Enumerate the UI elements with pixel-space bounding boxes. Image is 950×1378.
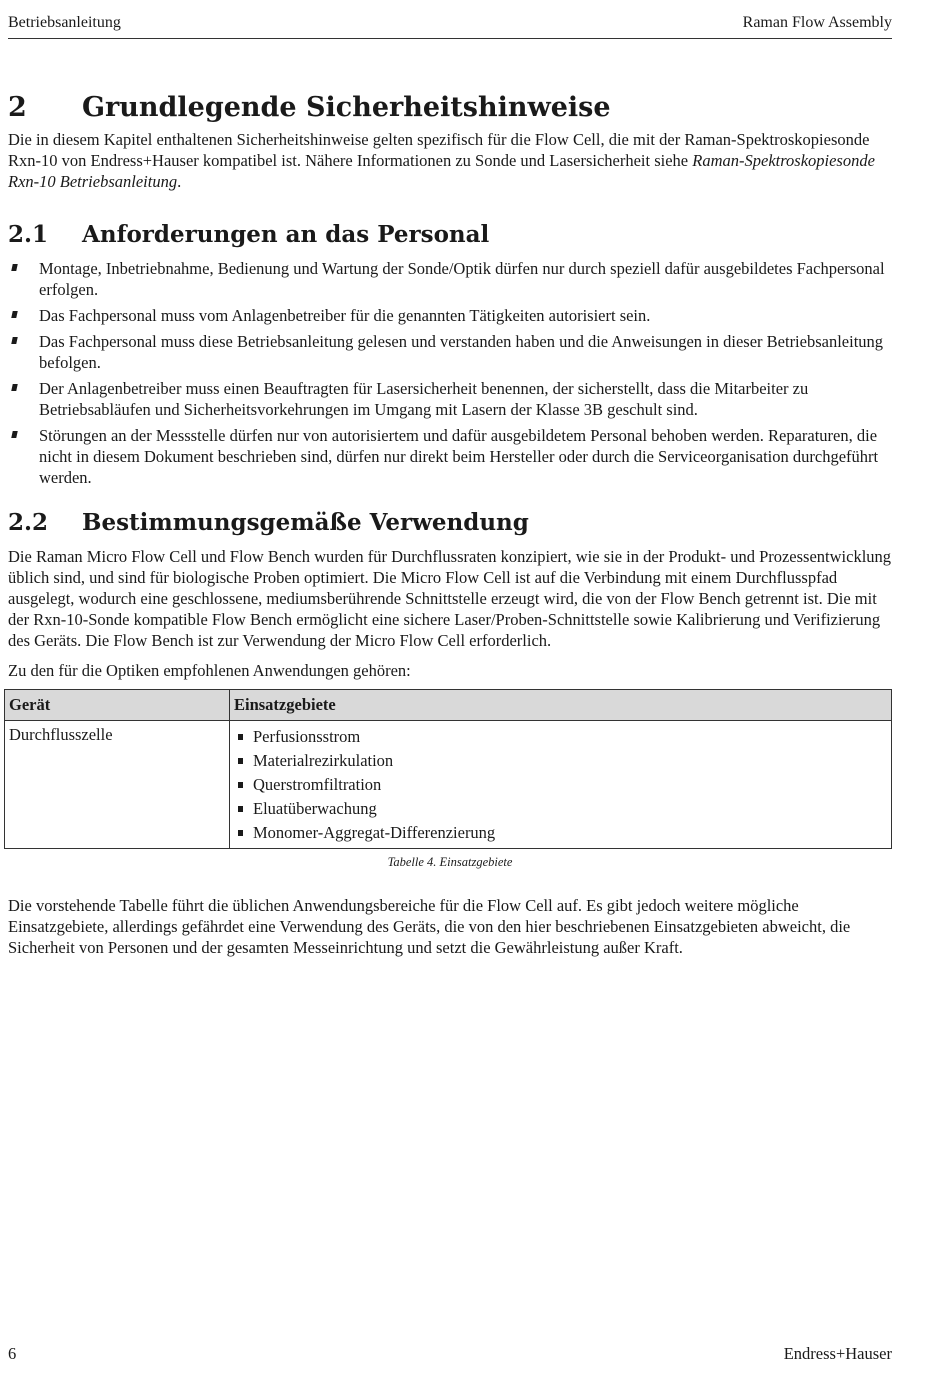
header-doc-type: Betriebsanleitung	[8, 14, 121, 31]
list-item-text: Eluatüberwachung	[253, 799, 377, 818]
list-item	[234, 821, 887, 845]
section-2-heading	[8, 90, 892, 126]
table-header-row	[5, 690, 892, 721]
list-item	[8, 425, 892, 488]
section-2-intro-reference: Raman-Spektroskopiesonde Rxn-10 Betriebsanleitung	[8, 151, 875, 191]
table-cell-applications	[230, 721, 892, 849]
page-header	[8, 14, 892, 39]
bullet-square-icon	[238, 782, 243, 788]
section-2-1-title: Anforderungen an das Personal	[82, 221, 490, 248]
bullet-square-icon	[11, 337, 17, 344]
section-2-intro-text: Die in diesem Kapitel enthaltenen Sicherheitshinweise gelten spezifisch für die Flow Cell, die mit der Raman-Spektroskopiesonde Rxn-10 von Endress+Hauser kompatibel ist. Nähere Informationen zu Sonde und Lasersicherheit siehe	[8, 130, 870, 170]
list-item-text: Perfusionsstrom	[253, 727, 361, 746]
list-item	[8, 331, 892, 373]
page-content	[8, 90, 892, 958]
list-item-text: Querstromfiltration	[253, 775, 382, 794]
bullet-square-icon	[238, 758, 243, 764]
list-item-text: Montage, Inbetriebnahme, Bedienung und Wartung der Sonde/Optik dürfen nur durch speziell dafür ausgebildetes Fachpersonal erfolgen.	[39, 259, 885, 299]
intended-use-paragraph: Die Raman Micro Flow Cell und Flow Bench wurden für Durchflussraten konzipiert, wie sie in der Produkt- und Prozessentwicklung üblich sind, und sind für biologische Proben optimiert. Die Micro Flow Cell ist auf die Verbindung mit einem Durchflusspfad ausgelegt, wodurch eine geschlossene, mediumsberührende Schnittstelle erzeugt wird, die von der Flow Bench getrennt ist. Die mit der Rxn-10-Sonde kompatible Flow Bench ermöglicht eine sichere Laser/Proben-Schnittstelle sowie Kalibrierung und Verifizierung des Geräts. Die Flow Bench ist zur Verwendung der Micro Flow Cell erforderlich.	[8, 547, 892, 650]
table-intro: Zu den für die Optiken empfohlenen Anwendungen gehören:	[8, 661, 411, 680]
bullet-square-icon	[238, 830, 243, 836]
bullet-square-icon	[11, 384, 17, 391]
footer-brand: Endress+Hauser	[783, 1344, 892, 1363]
section-2-1-number: 2.1	[8, 221, 49, 248]
section-2-intro-end: .	[177, 172, 182, 191]
table-header-device: Gerät	[5, 690, 230, 721]
section-2-1-heading	[8, 220, 892, 250]
list-item	[8, 305, 892, 326]
applications-table	[4, 689, 892, 849]
list-item	[8, 258, 892, 300]
bullet-square-icon	[238, 806, 243, 812]
personnel-requirements-list	[8, 258, 892, 488]
section-2-2-number: 2.2	[8, 509, 49, 536]
section-2-intro	[8, 129, 892, 192]
table-caption: Tabelle 4. Einsatzgebiete	[387, 855, 513, 869]
section-2-2-title: Bestimmungsgemäße Verwendung	[82, 509, 529, 536]
list-item-text: Materialrezirkulation	[253, 751, 394, 770]
list-item	[234, 749, 887, 773]
section-2-title: Grundlegende Sicherheitshinweise	[82, 92, 611, 123]
list-item-text: Monomer-Aggregat-Differenzierung	[253, 823, 496, 842]
list-item	[234, 725, 887, 749]
bullet-square-icon	[238, 734, 243, 740]
list-item	[234, 773, 887, 797]
bullet-square-icon	[11, 431, 17, 438]
list-item	[234, 797, 887, 821]
list-item-text: Das Fachpersonal muss vom Anlagenbetreiber für die genannten Tätigkeiten autorisiert sein.	[39, 306, 651, 325]
list-item-text: Das Fachpersonal muss diese Betriebsanleitung gelesen und verstanden haben und die Anweisungen in dieser Betriebsanleitung befolgen.	[39, 332, 884, 372]
table-row	[5, 721, 892, 849]
table-cell-device: Durchflusszelle	[5, 721, 230, 849]
section-2-number: 2	[8, 92, 27, 123]
page-footer	[8, 1344, 892, 1366]
section-2-2-heading	[8, 508, 892, 538]
header-doc-title: Raman Flow Assembly	[742, 14, 892, 31]
list-item-text: Der Anlagenbetreiber muss einen Beauftragten für Lasersicherheit benennen, der sicherstellt, dass die Mitarbeiter zu Betriebsabläufen und Sicherheitsvorkehrungen im Umgang mit Lasern der Klasse 3B geschult sind.	[39, 379, 809, 419]
page-number: 6	[8, 1344, 17, 1363]
bullet-square-icon	[11, 311, 17, 318]
bullet-square-icon	[11, 264, 17, 271]
table-header-applications: Einsatzgebiete	[230, 690, 892, 721]
list-item-text: Störungen an der Messstelle dürfen nur von autorisiertem und dafür ausgebildetem Personal behoben werden. Reparaturen, die nicht in diesem Dokument beschrieben sind, dürfen nur direkt beim Hersteller oder durch die Serviceorganisation durchgeführt werden.	[39, 426, 879, 487]
applications-list	[234, 725, 887, 845]
list-item	[8, 378, 892, 420]
usage-disclaimer-paragraph: Die vorstehende Tabelle führt die üblichen Anwendungsbereiche für die Flow Cell auf. Es gibt jedoch weitere mögliche Einsatzgebiete, allerdings gefährdet eine Verwendung des Geräts, die von den hier beschriebenen Einsatzgebieten abweicht, die Sicherheit von Personen und der gesamten Messeinrichtung und setzt die Gewährleistung außer Kraft.	[8, 896, 851, 957]
